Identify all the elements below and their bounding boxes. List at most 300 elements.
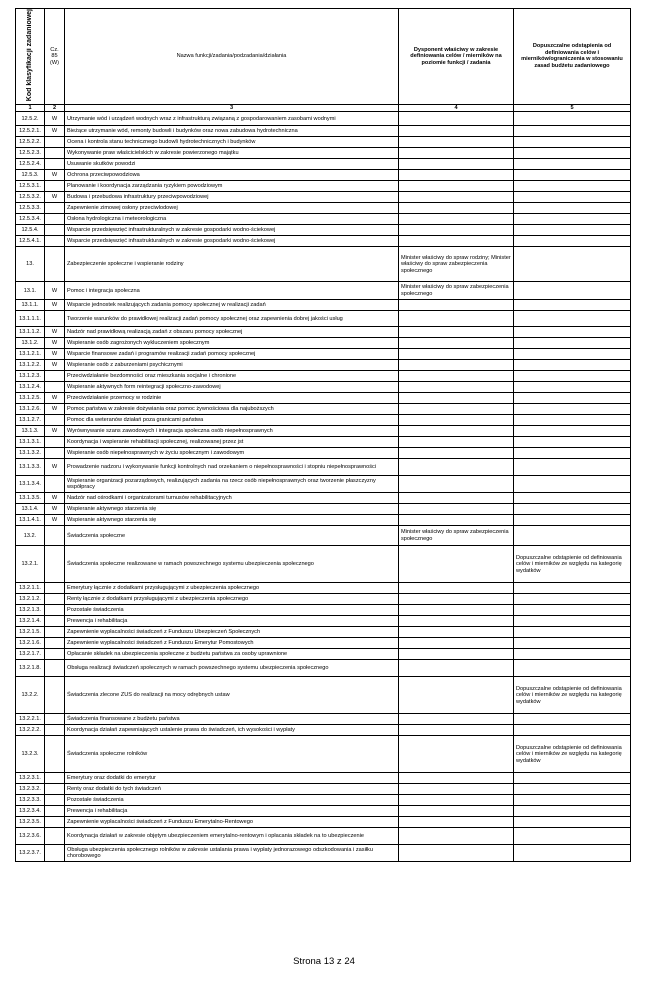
w-cell [45,736,65,773]
exceptions-cell [514,148,631,159]
table-row [16,300,631,311]
disponent-cell [399,137,514,148]
name-cell: Świadczenia społeczne realizowane w ramach powszechnego systemu ubezpieczenia społecznego [65,546,399,583]
w-cell [45,225,65,236]
name-cell: Ocena i kontrola stanu technicznego budowli hydrotechnicznych i budynków [65,137,399,148]
exceptions-cell [514,426,631,437]
table-row [16,627,631,638]
disponent-cell [399,459,514,476]
table-row [16,203,631,214]
name-cell: Tworzenie warunków do prawidłowej realizacji zadań pomocy społecznej oraz zapewnienia dobrej jakości usług [65,311,399,327]
disponent-cell [399,148,514,159]
w-cell [45,594,65,605]
code-cell: 13.1.1.2. [16,327,45,338]
disponent-cell [399,214,514,225]
classification-table [15,8,631,862]
code-cell: 13.2.1.1. [16,583,45,594]
code-cell: 13.1.2.5. [16,393,45,404]
exceptions-cell [514,282,631,300]
disponent-cell [399,583,514,594]
w-cell [45,437,65,448]
w-cell: W [45,349,65,360]
disponent-cell [399,504,514,515]
disponent-cell [399,311,514,327]
code-cell: 13.1.2.4. [16,382,45,393]
code-cell: 13.2.1.5. [16,627,45,638]
name-cell: Osłona hydrologiczna i meteorologiczna [65,214,399,225]
code-cell: 13.1.3.3. [16,459,45,476]
exceptions-cell [514,476,631,493]
name-cell: Obsługa realizacji świadczeń społecznych w ramach powszechnego systemu ubezpieczenia społecznego [65,660,399,677]
name-cell: Bieżące utrzymanie wód, remonty budowli i budynków oraz nowa zabudowa hydrotechniczna [65,126,399,137]
disponent-cell [399,627,514,638]
exceptions-cell [514,845,631,862]
table-row [16,448,631,459]
code-cell: 13.1.2.1. [16,349,45,360]
exceptions-cell [514,225,631,236]
code-cell: 13.2.2. [16,677,45,714]
exceptions-cell [514,247,631,282]
exceptions-cell [514,616,631,627]
table-row [16,784,631,795]
disponent-cell [399,327,514,338]
table-body [16,112,631,862]
w-cell [45,159,65,170]
name-cell: Koordynacja i wspieranie rehabilitacji społecznej, realizowanej przez jst [65,437,399,448]
code-cell: 13.1.2.7. [16,415,45,426]
exceptions-cell [514,594,631,605]
table-row [16,311,631,327]
code-cell: 12.5.3.1. [16,181,45,192]
exceptions-cell [514,459,631,476]
disponent-cell [399,181,514,192]
disponent-cell [399,795,514,806]
exceptions-cell [514,192,631,203]
header-disponent: Dysponent właściwy w zakresie definiowania celów / mierników na poziomie funkcji / zadania [399,9,514,105]
disponent-cell [399,404,514,415]
name-cell: Prewencja i rehabilitacja [65,806,399,817]
code-cell: 13.2.1.7. [16,649,45,660]
code-cell: 13.2.1.2. [16,594,45,605]
w-cell [45,583,65,594]
code-cell: 13.2.3.5. [16,817,45,828]
code-cell: 13.2. [16,526,45,546]
code-cell: 13.1.3. [16,426,45,437]
table-row [16,459,631,476]
table-row [16,638,631,649]
w-cell: W [45,404,65,415]
table-row [16,476,631,493]
disponent-cell [399,546,514,583]
w-cell [45,660,65,677]
column-number: 4 [399,104,514,112]
disponent-cell [399,725,514,736]
column-number: 3 [65,104,399,112]
code-cell: 12.5.3.3. [16,203,45,214]
disponent-cell: Minister właściwy do spraw zabezpieczenia społecznego [399,282,514,300]
table-row [16,112,631,126]
name-cell: Planowanie i koordynacja zarządzania ryzykiem powodziowym [65,181,399,192]
name-cell: Wspieranie aktywnych form reintegracji społeczno-zawodowej [65,382,399,393]
code-cell: 13.1.4.1. [16,515,45,526]
w-cell: W [45,192,65,203]
code-cell: 12.5.2.3. [16,148,45,159]
disponent-cell [399,616,514,627]
w-cell: W [45,338,65,349]
code-cell: 13.2.3.4. [16,806,45,817]
exceptions-cell [514,627,631,638]
exceptions-cell: Dopuszczalne odstąpienie od definiowania celów i mierników ze względu na kategorię wydatków [514,546,631,583]
w-cell [45,448,65,459]
w-cell: W [45,327,65,338]
name-cell: Zapewnienie wypłacalności świadczeń z Funduszu Ubezpieczeń Społecznych [65,627,399,638]
exceptions-cell [514,349,631,360]
code-cell: 13.2.3.2. [16,784,45,795]
w-cell [45,627,65,638]
name-cell: Opłacanie składek na ubezpieczenia społeczne z budżetu państwa za osoby uprawnione [65,649,399,660]
column-number: 2 [45,104,65,112]
table-row [16,148,631,159]
table-row [16,393,631,404]
w-cell [45,773,65,784]
w-cell [45,371,65,382]
disponent-cell [399,112,514,126]
table-row [16,660,631,677]
disponent-cell: Minister właściwy do spraw rodziny; Minister właściwy do spraw zabezpieczenia społecznego [399,247,514,282]
w-cell [45,236,65,247]
w-cell: W [45,393,65,404]
code-cell: 13.1. [16,282,45,300]
disponent-cell [399,594,514,605]
w-cell: W [45,426,65,437]
w-cell [45,546,65,583]
disponent-cell [399,677,514,714]
table-row [16,817,631,828]
disponent-cell [399,415,514,426]
disponent-cell: Minister właściwy do spraw zabezpieczenia społecznego [399,526,514,546]
code-cell: 13. [16,247,45,282]
w-cell: W [45,282,65,300]
w-cell [45,247,65,282]
disponent-cell [399,382,514,393]
exceptions-cell [514,327,631,338]
name-cell: Obsługa ubezpieczenia społecznego rolników w zakresie ustalania prawa i wypłaty jednorazowego odszkodowania i zasiłku chorobowego [65,845,399,862]
disponent-cell [399,784,514,795]
exceptions-cell [514,236,631,247]
disponent-cell [399,371,514,382]
name-cell: Wsparcie finansowe zadań i programów realizacji zadań pomocy społecznej [65,349,399,360]
disponent-cell [399,192,514,203]
header-name: Nazwa funkcji/zadania/podzadania/działania [65,9,399,105]
code-cell: 12.5.3.2. [16,192,45,203]
code-cell: 13.2.1.3. [16,605,45,616]
w-cell [45,214,65,225]
name-cell: Wsparcie przedsięwzięć infrastrukturalnych w zakresie gospodarki wodno-ściekowej [65,236,399,247]
name-cell: Zapewnienie wypłacalności świadczeń z Funduszu Emerytur Pomostowych [65,638,399,649]
name-cell: Renty oraz dodatki do tych świadczeń [65,784,399,795]
name-cell: Prowadzenie nadzoru i wykonywanie funkcji kontrolnych nad orzekaniem o niepełnosprawności i stopniu niepełnosprawności [65,459,399,476]
table-row [16,594,631,605]
exceptions-cell [514,725,631,736]
name-cell: Zapewnienie wypłacalności świadczeń z Funduszu Emerytalno-Rentowego [65,817,399,828]
exceptions-cell [514,203,631,214]
disponent-cell [399,605,514,616]
disponent-cell [399,828,514,845]
exceptions-cell [514,338,631,349]
name-cell: Świadczenia społeczne [65,526,399,546]
table-row [16,159,631,170]
disponent-cell [399,515,514,526]
disponent-cell [399,225,514,236]
w-cell [45,806,65,817]
w-cell [45,677,65,714]
table-row [16,806,631,817]
name-cell: Pozostałe świadczenia [65,605,399,616]
w-cell [45,725,65,736]
exceptions-cell [514,784,631,795]
table-row [16,137,631,148]
table-row [16,515,631,526]
w-cell: W [45,459,65,476]
table-row [16,415,631,426]
table-row [16,845,631,862]
disponent-cell [399,393,514,404]
exceptions-cell [514,214,631,225]
name-cell: Przeciwdziałanie bezdomności oraz mieszkania socjalne i chronione [65,371,399,382]
table-row [16,795,631,806]
disponent-cell [399,714,514,725]
disponent-cell [399,660,514,677]
code-cell: 13.2.2.2. [16,725,45,736]
disponent-cell [399,236,514,247]
code-cell: 13.1.3.5. [16,493,45,504]
code-cell: 13.2.1.4. [16,616,45,627]
table-row [16,338,631,349]
disponent-cell [399,300,514,311]
disponent-cell [399,649,514,660]
code-cell: 13.1.2.2. [16,360,45,371]
w-cell [45,784,65,795]
code-cell: 13.1.1.1. [16,311,45,327]
table-row [16,181,631,192]
disponent-cell [399,349,514,360]
disponent-cell [399,448,514,459]
w-cell [45,714,65,725]
disponent-cell [399,476,514,493]
exceptions-cell [514,393,631,404]
disponent-cell [399,126,514,137]
name-cell: Wspieranie osób niepełnosprawnych w życiu społecznym i zawodowym [65,448,399,459]
name-cell: Pomoc dla weteranów działań poza granicami państwa [65,415,399,426]
code-cell: 13.1.2.3. [16,371,45,382]
name-cell: Świadczenia zlecone ZUS do realizacji na mocy odrębnych ustaw [65,677,399,714]
code-cell: 13.2.2.1. [16,714,45,725]
exceptions-cell [514,649,631,660]
code-cell: 12.5.3.4. [16,214,45,225]
table-row [16,546,631,583]
code-cell: 12.5.2.1. [16,126,45,137]
exceptions-cell [514,448,631,459]
exceptions-cell [514,437,631,448]
header-exceptions: Dopuszczalne odstąpienia od definiowania celów i mierników/ograniczenia w stosowaniu zasad budżetu zadaniowego [514,9,631,105]
w-cell [45,845,65,862]
table-row [16,170,631,181]
exceptions-cell [514,817,631,828]
name-cell: Wyrównywanie szans zawodowych i integracja społeczna osób niepełnosprawnych [65,426,399,437]
code-cell: 13.2.1.8. [16,660,45,677]
table-row [16,426,631,437]
table-row [16,493,631,504]
page-number: Strona 13 z 24 [293,956,355,967]
name-cell: Utrzymanie wód i urządzeń wodnych wraz z infrastrukturą związaną z gospodarowaniem zasobami wodnymi [65,112,399,126]
w-cell [45,638,65,649]
header-w: Cz. 85 (W) [45,9,65,105]
exceptions-cell [514,605,631,616]
name-cell: Wspieranie osób z zaburzeniami psychicznymi [65,360,399,371]
disponent-cell [399,493,514,504]
exceptions-cell [514,504,631,515]
table-row [16,677,631,714]
w-cell [45,382,65,393]
name-cell: Emerytury łącznie z dodatkami przysługującymi z ubezpieczenia społecznego [65,583,399,594]
name-cell: Pozostałe świadczenia [65,795,399,806]
table-row [16,126,631,137]
exceptions-cell: Dopuszczalne odstąpienie od definiowania celów i mierników ze względu na kategorię wydatków [514,677,631,714]
column-number: 5 [514,104,631,112]
name-cell: Pomoc państwa w zakresie dożywiania oraz pomoc żywnościowa dla najuboższych [65,404,399,415]
w-cell [45,605,65,616]
name-cell: Ochrona przeciwpowodziowa [65,170,399,181]
code-cell: 12.5.2.4. [16,159,45,170]
disponent-cell [399,170,514,181]
exceptions-cell [514,795,631,806]
disponent-cell [399,159,514,170]
name-cell: Wspieranie organizacji pozarządowych, realizujących zadania na rzecz osób niepełnosprawnych oraz tworzenie płaszczyzny współpracy [65,476,399,493]
table-row [16,382,631,393]
w-cell [45,148,65,159]
w-cell [45,203,65,214]
table-row [16,282,631,300]
code-cell: 12.5.4.1. [16,236,45,247]
name-cell: Wsparcie jednostek realizujących zadania pomocy społecznej w realizacji zadań [65,300,399,311]
exceptions-cell [514,583,631,594]
name-cell: Świadczenia finansowane z budżetu państwa [65,714,399,725]
exceptions-cell: Dopuszczalne odstąpienie od definiowania celów i mierników ze względu na kategorię wydatków [514,736,631,773]
code-cell: 13.2.1.6. [16,638,45,649]
code-cell: 13.1.3.1. [16,437,45,448]
table-row [16,225,631,236]
exceptions-cell [514,360,631,371]
exceptions-cell [514,660,631,677]
w-cell: W [45,493,65,504]
exceptions-cell [514,638,631,649]
exceptions-cell [514,526,631,546]
name-cell: Prewencja i rehabilitacja [65,616,399,627]
exceptions-cell [514,311,631,327]
name-cell: Nadzór nad ośrodkami i organizatorami turnusów rehabilitacyjnych [65,493,399,504]
w-cell: W [45,504,65,515]
name-cell: Wykonywanie praw właścicielskich w zakresie powierzonego majątku [65,148,399,159]
exceptions-cell [514,300,631,311]
column-number: 1 [16,104,45,112]
table-row [16,404,631,415]
code-cell: 12.5.2. [16,112,45,126]
w-cell [45,311,65,327]
w-cell: W [45,300,65,311]
table-row [16,214,631,225]
disponent-cell [399,773,514,784]
exceptions-cell [514,112,631,126]
name-cell: Przeciwdziałanie przemocy w rodzinie [65,393,399,404]
table-row [16,583,631,594]
table-row [16,828,631,845]
disponent-cell [399,736,514,773]
exceptions-cell [514,404,631,415]
table-row [16,247,631,282]
w-cell [45,476,65,493]
exceptions-cell [514,382,631,393]
exceptions-cell [514,806,631,817]
name-cell: Renty łącznie z dodatkami przysługującymi z ubezpieczenia społecznego [65,594,399,605]
exceptions-cell [514,181,631,192]
table-row [16,437,631,448]
w-cell: W [45,170,65,181]
code-cell: 12.5.3. [16,170,45,181]
code-cell: 13.2.3.1. [16,773,45,784]
w-cell: W [45,515,65,526]
exceptions-cell [514,371,631,382]
w-cell [45,616,65,627]
w-cell: W [45,126,65,137]
exceptions-cell [514,137,631,148]
exceptions-cell [514,714,631,725]
disponent-cell [399,817,514,828]
code-cell: 12.5.4. [16,225,45,236]
header-code: Kod klasyfikacji zadaniowej [16,9,45,105]
name-cell: Koordynacja działań w zakresie objętym ubezpieczeniem emerytalno-rentowym i opłacania składek na to ubezpieczenie [65,828,399,845]
name-cell: Świadczenia społeczne rolników [65,736,399,773]
w-cell [45,828,65,845]
header-row [16,9,631,105]
name-cell: Pomoc i integracja społeczna [65,282,399,300]
w-cell [45,649,65,660]
code-cell: 13.1.2. [16,338,45,349]
table-row [16,349,631,360]
table-row [16,725,631,736]
table-row [16,736,631,773]
name-cell: Usuwanie skutków powodzi [65,159,399,170]
name-cell: Emerytury oraz dodatki do emerytur [65,773,399,784]
code-cell: 13.2.3.6. [16,828,45,845]
code-cell: 13.1.1. [16,300,45,311]
w-cell [45,795,65,806]
table-row [16,371,631,382]
w-cell [45,181,65,192]
code-cell: 13.2.3. [16,736,45,773]
w-cell [45,137,65,148]
w-cell: W [45,112,65,126]
disponent-cell [399,203,514,214]
code-cell: 13.2.3.3. [16,795,45,806]
disponent-cell [399,426,514,437]
code-cell: 13.2.1. [16,546,45,583]
table-row [16,714,631,725]
w-cell [45,526,65,546]
exceptions-cell [514,493,631,504]
disponent-cell [399,845,514,862]
name-cell: Wspieranie aktywnego starzenia się [65,515,399,526]
name-cell: Budowa i przebudowa infrastruktury przeciwpowodziowej [65,192,399,203]
